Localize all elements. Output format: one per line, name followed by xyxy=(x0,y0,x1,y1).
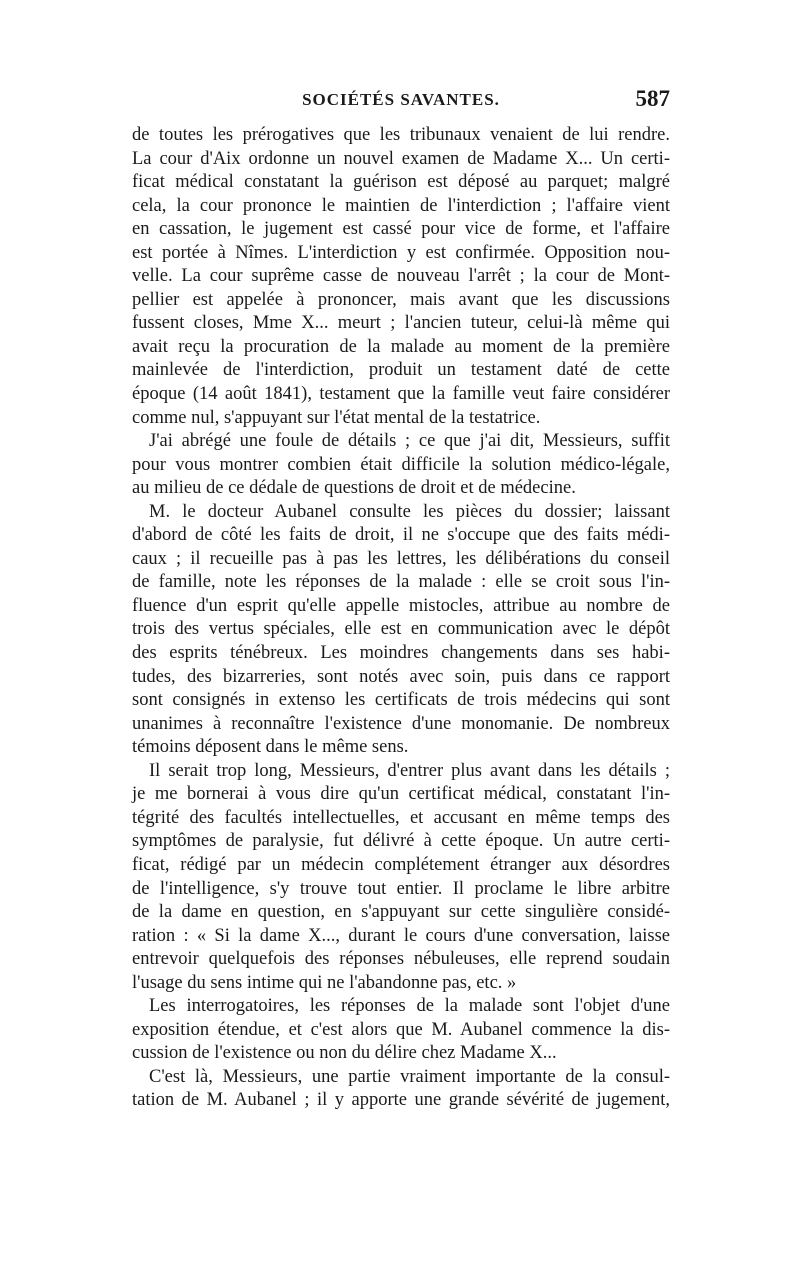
page-number: 587 xyxy=(635,86,670,111)
text-line: J'ai abrégé une foule de détails ; ce que j'ai dit, Messieurs, suffit xyxy=(149,431,670,452)
text-line: M. le docteur Aubanel consulte les pièces du dossier; laissant xyxy=(149,501,670,522)
text-line: unanimes à reconnaître l'existence d'une monomanie. De nombreux xyxy=(132,713,670,734)
text-line: témoins déposent dans le même sens. xyxy=(132,737,409,758)
text-line: ficat médical constatant la guérison est déposé au parquet; malgré xyxy=(132,172,670,193)
text-line: fussent closes, Mme X... meurt ; l'ancien tuteur, celui-là même qui xyxy=(132,313,670,334)
text-line: symptômes de paralysie, fut délivré à cette époque. Un autre certi- xyxy=(132,831,670,852)
text-line: en cassation, le jugement est cassé pour vice de forme, et l'affaire xyxy=(132,219,670,240)
text-line: velle. La cour suprême casse de nouveau l'arrêt ; la cour de Mont- xyxy=(132,266,670,287)
running-head xyxy=(132,86,670,116)
text-line: est portée à Nîmes. L'interdiction y est confirmée. Opposition nou- xyxy=(132,242,670,263)
text-line: cela, la cour prononce le maintien de l'interdiction ; l'affaire vient xyxy=(132,195,670,216)
body-text xyxy=(132,124,670,1113)
text-line: pour vous montrer combien était difficile la solution médico-légale, xyxy=(132,454,670,475)
text-line: tégrité des facultés intellectuelles, et accusant en même temps des xyxy=(132,807,670,828)
text-line: caux ; il recueille pas à pas les lettres, les délibérations du conseil xyxy=(132,548,670,569)
text-line: je me bornerai à vous dire qu'un certificat médical, constatant l'in- xyxy=(132,784,670,805)
running-title: SOCIÉTÉS SAVANTES. xyxy=(302,90,500,109)
text-line: de l'intelligence, s'y trouve tout entier. Il proclame le libre arbitre xyxy=(132,878,670,899)
text-line: comme nul, s'appuyant sur l'état mental de la testatrice. xyxy=(132,407,541,428)
text-line: sont consignés in extenso les certificats de trois médecins qui sont xyxy=(132,690,670,711)
text-line: de la dame en question, en s'appuyant sur cette singulière considé- xyxy=(132,902,670,923)
text-line: époque (14 août 1841), testament que la famille veut faire considérer xyxy=(132,384,670,405)
text-line: exposition étendue, et c'est alors que M. Aubanel commence la dis- xyxy=(132,1019,670,1040)
text-line: tation de M. Aubanel ; il y apporte une grande sévérité de jugement, xyxy=(132,1090,670,1111)
text-line: C'est là, Messieurs, une partie vraiment importante de la consul- xyxy=(149,1066,670,1087)
text-line: de toutes les prérogatives que les tribunaux venaient de lui rendre. xyxy=(132,125,670,145)
text-line: Les interrogatoires, les réponses de la malade sont l'objet d'une xyxy=(149,996,670,1017)
text-line: de famille, note les réponses de la malade : elle se croit sous l'in- xyxy=(132,572,670,593)
text-line: Il serait trop long, Messieurs, d'entrer plus avant dans les détails ; xyxy=(149,760,670,781)
text-line: des esprits ténébreux. Les moindres changements dans ses habi- xyxy=(132,643,670,664)
text-line: avait reçu la procuration de la malade au moment de la première xyxy=(132,336,670,357)
text-line: d'abord de côté les faits de droit, il ne s'occupe que des faits médi- xyxy=(132,525,670,546)
text-line: cussion de l'existence ou non du délire chez Madame X... xyxy=(132,1043,557,1064)
text-line: tudes, des bizarreries, sont notés avec soin, puis dans ce rapport xyxy=(132,666,670,687)
text-line: fluence d'un esprit qu'elle appelle mistocles, attribue au nombre de xyxy=(132,595,670,616)
text-line: entrevoir quelquefois des réponses nébuleuses, elle reprend soudain xyxy=(132,949,670,970)
text-line: trois des vertus spéciales, elle est en communication avec le dépôt xyxy=(132,619,670,640)
text-line: pellier est appelée à prononcer, mais avant que les discussions xyxy=(132,289,670,310)
text-line: La cour d'Aix ordonne un nouvel examen de Madame X... Un certi- xyxy=(132,148,670,169)
text-line: ficat, rédigé par un médecin complétement étranger aux désordres xyxy=(132,854,670,875)
text-line: l'usage du sens intime qui ne l'abandonne pas, etc. » xyxy=(132,972,517,993)
text-line: ration : « Si la dame X..., durant le cours d'une conversation, laisse xyxy=(132,925,670,946)
text-line: mainlevée de l'interdiction, produit un testament daté de cette xyxy=(132,360,670,381)
text-line: au milieu de ce dédale de questions de droit et de médecine. xyxy=(132,478,576,499)
